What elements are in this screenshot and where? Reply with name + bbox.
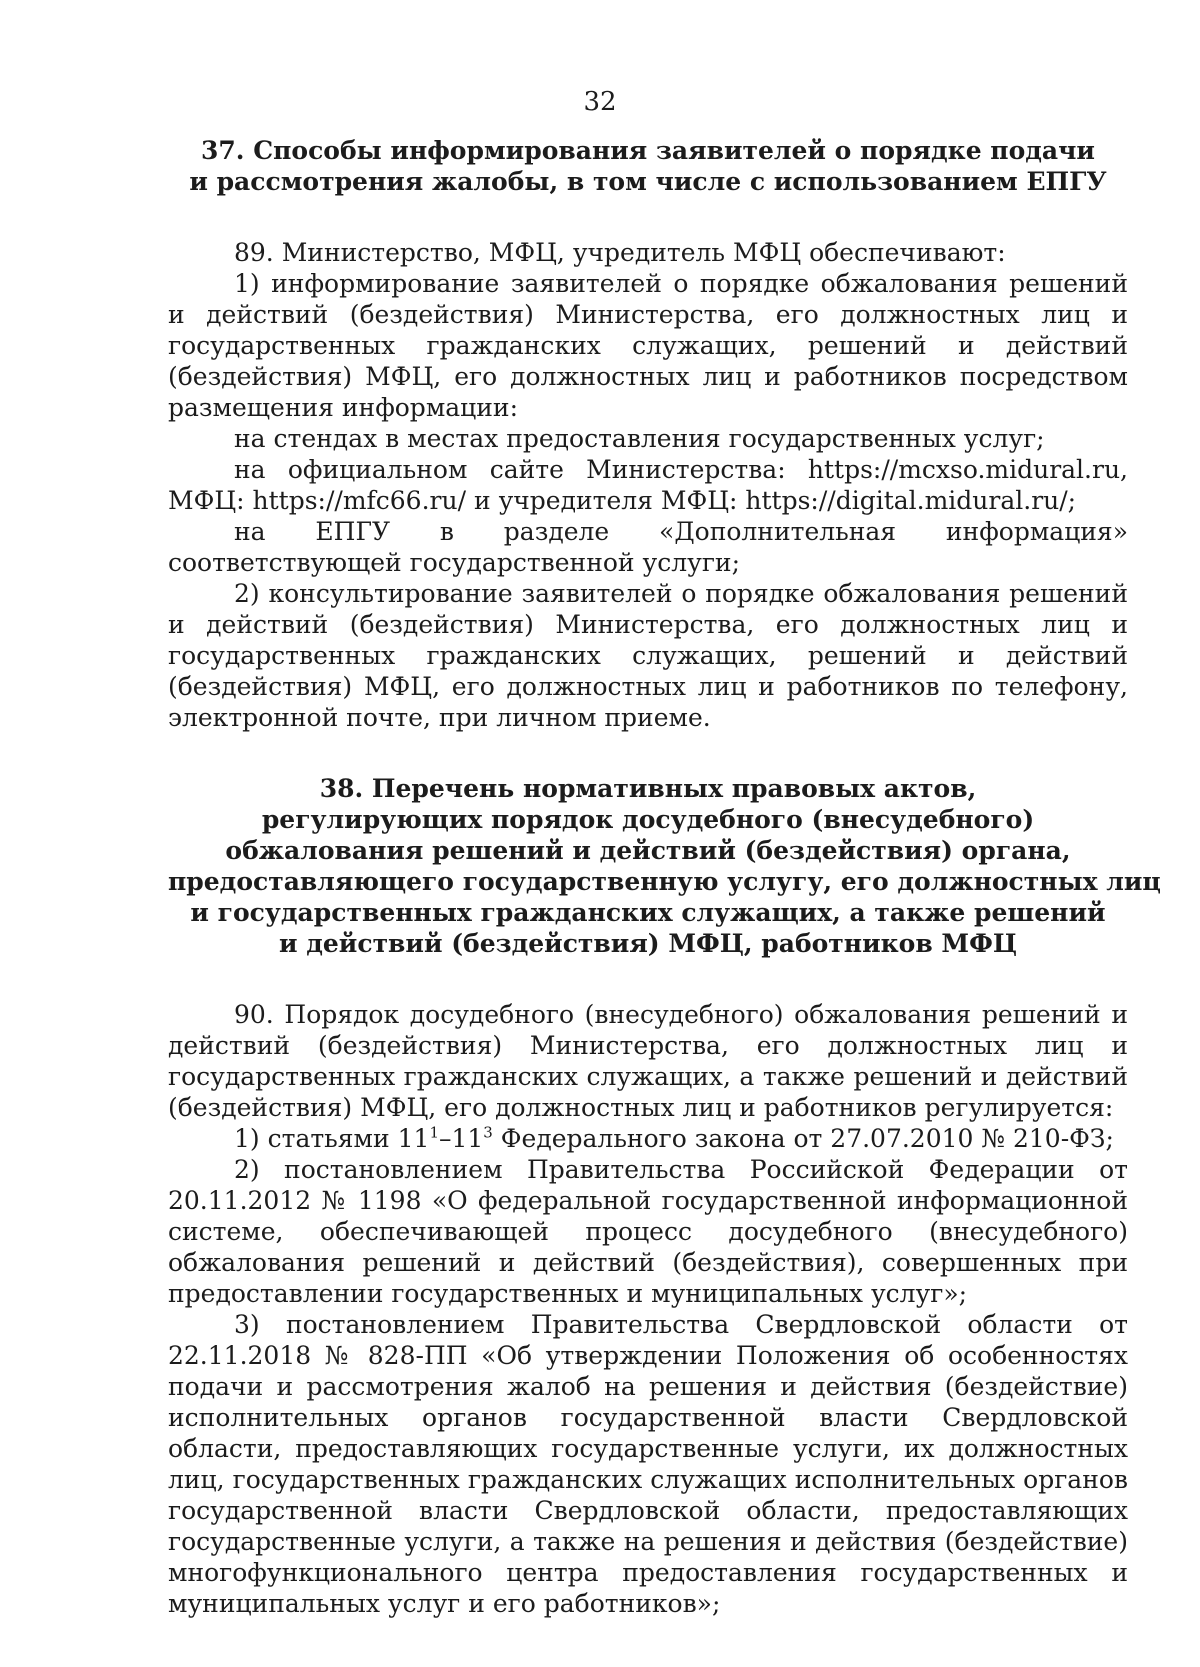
- spacer: [168, 959, 1128, 999]
- paragraph-epgu: на ЕПГУ в разделе «Дополнительная информация» соответствующей государственной услуги;: [168, 517, 1128, 577]
- paragraph-90-item-2: 2) постановлением Правительства Российской Федерации от 20.11.2012 № 1198 «О федеральной государственной информационной системе, обеспечивающей процесс досудебного (внесудебного) обжалования решений и действий (бездействия), совершенных при предоставлении государственных и муниципальных услуг»;: [168, 1155, 1128, 1308]
- paragraph-89: 89. Министерство, МФЦ, учредитель МФЦ обеспечивают:: [234, 238, 1006, 267]
- section-37-heading: [168, 135, 1128, 197]
- paragraph-89-item-2: 2) консультирование заявителей о порядке обжалования решений и действий (бездействия) Министерства, его должностных лиц и государственных гражданских служащих, решений и действий (бездействия) МФЦ, его должностных лиц и работников по телефону, электронной почте, при личном приеме.: [168, 579, 1128, 732]
- item-1-suffix: Федерального закона от 27.07.2010 № 210-ФЗ;: [492, 1124, 1114, 1153]
- paragraph-90-item-1: [168, 1123, 1128, 1154]
- section-38-heading-line: предоставляющего государственную услугу, его должностных лиц: [168, 867, 1161, 896]
- page-number: 32: [583, 87, 617, 117]
- section-37-heading-line: и рассмотрения жалобы, в том числе с использованием ЕПГУ: [189, 167, 1107, 196]
- item-1-prefix: 1) статьями 11: [234, 1124, 430, 1153]
- item-1-range-dash: –11: [438, 1124, 484, 1153]
- section-38-heading-line: и государственных гражданских служащих, а также решений: [190, 898, 1106, 927]
- section-38-heading-line: обжалования решений и действий (бездействия) органа,: [225, 836, 1071, 865]
- item-1-superscript-1: 1: [429, 1123, 439, 1142]
- paragraph-90-item-3: 3) постановлением Правительства Свердловской области от 22.11.2018 № 828-ПП «Об утверждении Положения об особенностях подачи и рассмотрения жалоб на решения и действия (бездействие) исполнительных органов государственной власти Свердловской области, предоставляющих государственные услуги, их должностных лиц, государственных гражданских служащих исполнительных органов государственной власти Свердловской области, предоставляющих государственные услуги, а также на решения и действия (бездействие) многофункционального центра предоставления государственных и муниципальных услуг и его работников»;: [168, 1310, 1128, 1618]
- paragraph-stands: на стендах в местах предоставления государственных услуг;: [234, 424, 1045, 453]
- spacer: [168, 733, 1128, 773]
- item-1-superscript-3: 3: [483, 1123, 493, 1142]
- section-37-heading-line: 37. Способы информирования заявителей о порядке подачи: [201, 136, 1095, 165]
- section-38-heading-line: 38. Перечень нормативных правовых актов,: [319, 774, 977, 803]
- section-38-heading-line: регулирующих порядок досудебного (внесудебного): [261, 805, 1035, 834]
- page-content: [168, 135, 1161, 1619]
- paragraph-official-sites: на официальном сайте Министерства: https://mcxso.midural.ru, МФЦ: https://mfc66.ru/ и учредителя МФЦ: https://digital.midural.ru/;: [168, 455, 1128, 515]
- paragraph-89-item-1: 1) информирование заявителей о порядке обжалования решений и действий (бездействия) Министерства, его должностных лиц и государственных гражданских служащих, решений и действий (бездействия) МФЦ, его должностных лиц и работников посредством размещения информации:: [168, 269, 1128, 422]
- spacer: [168, 197, 1128, 237]
- paragraph-90: 90. Порядок досудебного (внесудебного) обжалования решений и действий (бездействия) Министерства, его должностных лиц и государственных гражданских служащих, а также решений и действий (бездействия) МФЦ, его должностных лиц и работников регулируется:: [168, 1000, 1128, 1122]
- section-38-heading: [168, 773, 1161, 959]
- section-38-heading-line: и действий (бездействия) МФЦ, работников МФЦ: [278, 929, 1017, 958]
